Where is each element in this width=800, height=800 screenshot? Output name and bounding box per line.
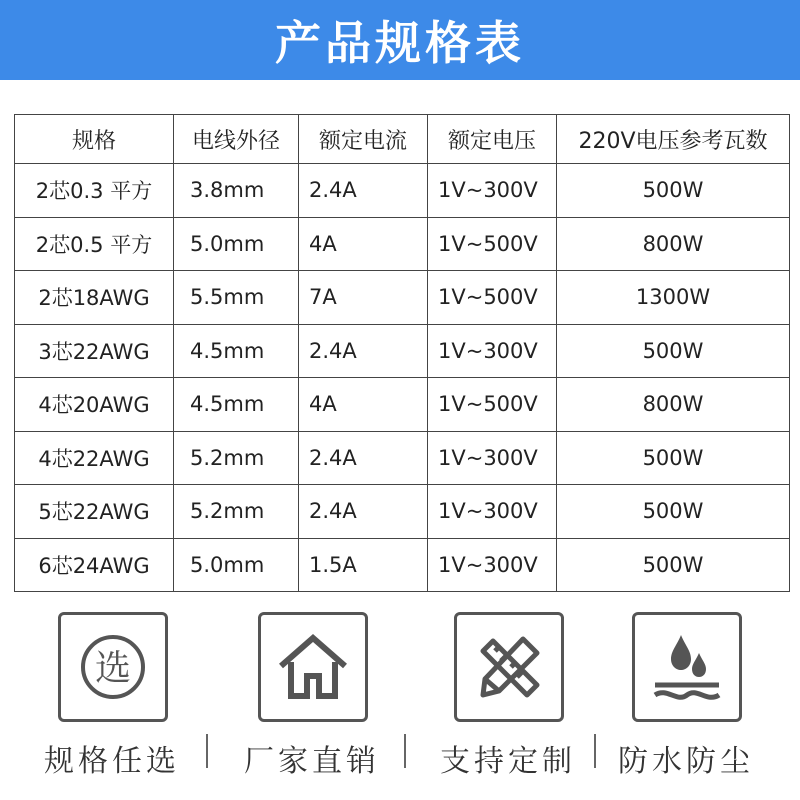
- pencil-ruler-icon: [471, 629, 547, 705]
- table-row: [15, 271, 790, 325]
- cell-spec: 4芯22AWG: [15, 431, 174, 485]
- feature-factory-label: 厂家直销: [244, 744, 380, 779]
- table-row: [15, 378, 790, 432]
- cell-diameter: 5.0mm: [174, 217, 299, 271]
- cell-current: 2.4A: [299, 431, 428, 485]
- cell-spec: 3芯22AWG: [15, 324, 174, 378]
- feature-waterproof-label: 防水防尘: [618, 744, 754, 779]
- table-header-row: [15, 115, 790, 164]
- cell-voltage: 1V~500V: [428, 271, 557, 325]
- page-title: 产品规格表: [275, 16, 525, 70]
- cell-diameter: 5.2mm: [174, 485, 299, 539]
- cell-wattage: 500W: [557, 324, 790, 378]
- table-row: [15, 217, 790, 271]
- feature-factory: [222, 612, 402, 782]
- cell-diameter: 4.5mm: [174, 378, 299, 432]
- feature-select: [22, 612, 202, 782]
- feature-custom: [418, 612, 598, 782]
- table-row: [15, 164, 790, 218]
- feature-divider: [206, 734, 208, 768]
- cell-spec: 2芯0.3 平方: [15, 164, 174, 218]
- feature-waterproof-iconbox: [632, 612, 742, 722]
- feature-custom-iconbox: [454, 612, 564, 722]
- cell-current: 4A: [299, 217, 428, 271]
- cell-current: 1.5A: [299, 538, 428, 592]
- feature-divider: [594, 734, 596, 768]
- cell-spec: 2芯0.5 平方: [15, 217, 174, 271]
- cell-wattage: 800W: [557, 378, 790, 432]
- cell-spec: 2芯18AWG: [15, 271, 174, 325]
- cell-current: 7A: [299, 271, 428, 325]
- cell-wattage: 1300W: [557, 271, 790, 325]
- feature-select-iconbox: [58, 612, 168, 722]
- cell-diameter: 3.8mm: [174, 164, 299, 218]
- cell-current: 2.4A: [299, 485, 428, 539]
- cell-voltage: 1V~300V: [428, 485, 557, 539]
- select-circle-icon: [78, 632, 148, 702]
- header-cell-diameter: 电线外径: [174, 115, 299, 164]
- feature-select-label: 规格任选: [44, 744, 180, 779]
- table-row: [15, 485, 790, 539]
- cell-spec: 4芯20AWG: [15, 378, 174, 432]
- feature-factory-iconbox: [258, 612, 368, 722]
- house-icon: [275, 632, 351, 702]
- cell-diameter: 5.0mm: [174, 538, 299, 592]
- cell-diameter: 4.5mm: [174, 324, 299, 378]
- select-icon-glyph: 选: [94, 648, 132, 689]
- cell-wattage: 500W: [557, 538, 790, 592]
- header-cell-wattage: 220V电压参考瓦数: [557, 115, 790, 164]
- table-row: [15, 431, 790, 485]
- cell-voltage: 1V~300V: [428, 164, 557, 218]
- cell-current: 2.4A: [299, 324, 428, 378]
- title-banner: [0, 0, 800, 80]
- header-cell-spec: 规格: [15, 115, 174, 164]
- cell-wattage: 800W: [557, 217, 790, 271]
- cell-current: 2.4A: [299, 164, 428, 218]
- cell-diameter: 5.2mm: [174, 431, 299, 485]
- feature-strip: [0, 612, 800, 792]
- cell-voltage: 1V~300V: [428, 538, 557, 592]
- spec-table: [14, 114, 790, 592]
- header-cell-voltage: 额定电压: [428, 115, 557, 164]
- feature-waterproof: [596, 612, 776, 782]
- feature-divider: [404, 734, 406, 768]
- cell-voltage: 1V~500V: [428, 378, 557, 432]
- cell-voltage: 1V~500V: [428, 217, 557, 271]
- table-row: [15, 538, 790, 592]
- table-row: [15, 324, 790, 378]
- cell-voltage: 1V~300V: [428, 431, 557, 485]
- cell-wattage: 500W: [557, 485, 790, 539]
- cell-diameter: 5.5mm: [174, 271, 299, 325]
- water-drops-icon: [647, 629, 727, 705]
- cell-voltage: 1V~300V: [428, 324, 557, 378]
- cell-wattage: 500W: [557, 431, 790, 485]
- cell-current: 4A: [299, 378, 428, 432]
- cell-spec: 6芯24AWG: [15, 538, 174, 592]
- cell-spec: 5芯22AWG: [15, 485, 174, 539]
- cell-wattage: 500W: [557, 164, 790, 218]
- feature-custom-label: 支持定制: [440, 744, 576, 779]
- header-cell-current: 额定电流: [299, 115, 428, 164]
